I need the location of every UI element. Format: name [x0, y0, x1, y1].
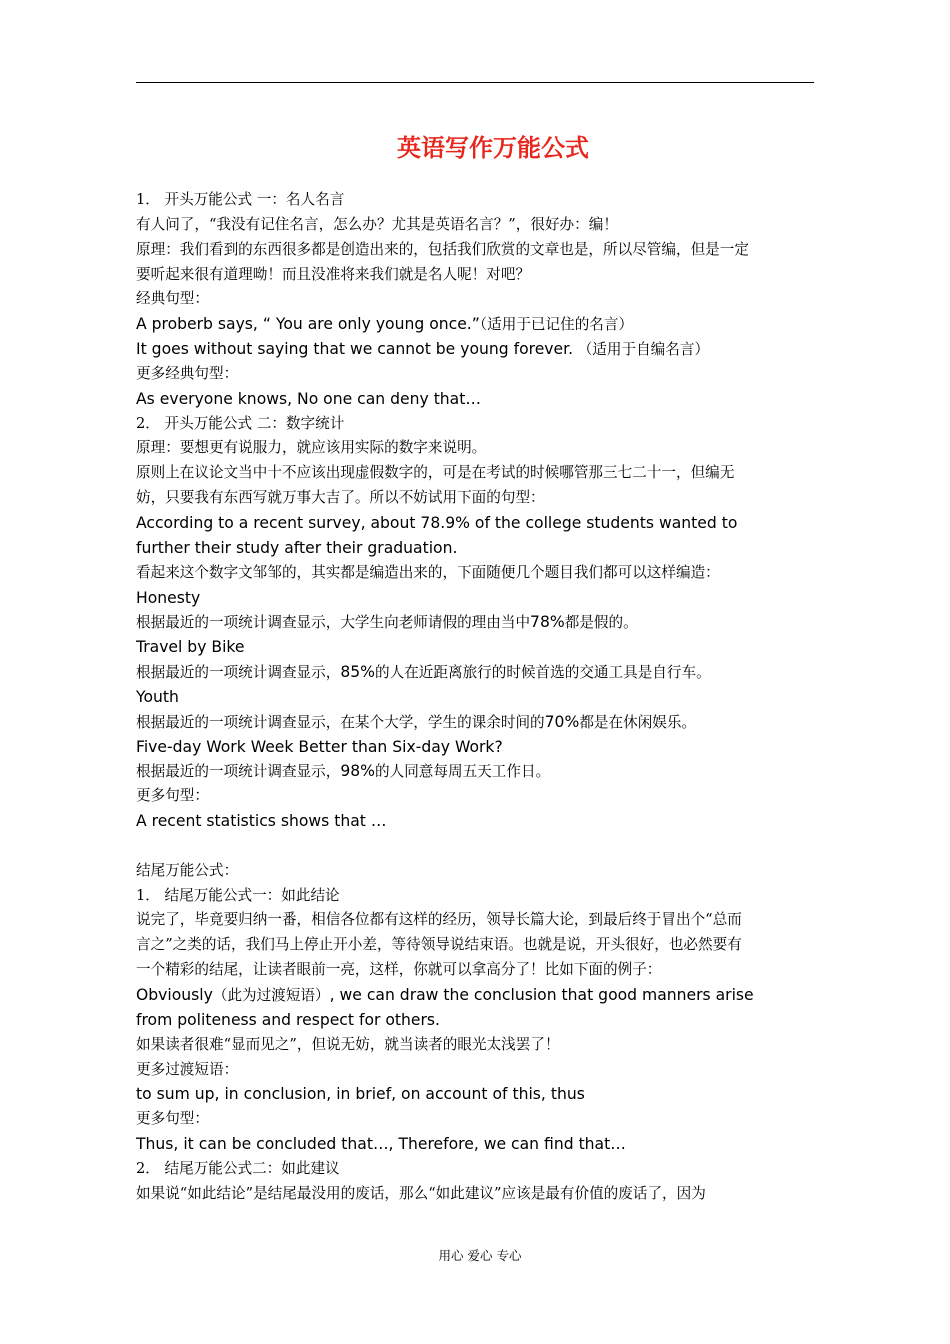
text-line: 一个精彩的结尾，让读者眼前一亮，这样，你就可以拿高分了！比如下面的例子： — [136, 961, 662, 979]
text-run: 78% — [530, 613, 565, 632]
text-line: Thus, it can be concluded that…, Therefore, we can find that… — [136, 1135, 626, 1154]
text-line: to sum up, in conclusion, in brief, on account of this, thus — [136, 1085, 585, 1104]
text-run: （适用于已记住的名言） — [479, 316, 634, 334]
text-run: 根据最近的一项统计调查显示，大学生向老师请假的理由当中 — [136, 614, 531, 632]
text-line: 原理：要想更有说服力，就应该用实际的数字来说明。 — [136, 439, 487, 457]
text-run: 根据最近的一项统计调查显示， — [136, 664, 341, 682]
text-line: 原则上在议论文当中十不应该出现虚假数字的，可是在考试的时候哪管那三七二十一，但编无 — [136, 464, 735, 482]
text-line: 有人问了，“我没有记住名言，怎么办？尤其是英语名言？”，很好办：编！ — [136, 215, 618, 233]
text-line — [136, 312, 816, 337]
text-line: 更多句型： — [136, 787, 209, 805]
text-run: 70% — [544, 712, 580, 731]
text-run: A proberb says, “ You are only young once.” — [136, 315, 480, 334]
text-line: 言之”之类的话，我们马上停止开小差，等待领导说结束语。也就是说，开头很好，也必然要有 — [136, 936, 742, 954]
text-line: 说完了，毕竟要归纳一番，相信各位都有这样的经历，领导长篇大论，到最后终于冒出个“总而 — [136, 911, 742, 929]
text-line — [136, 610, 816, 635]
text-line: 如果读者很难“显而见之”，但说无妨，就当读者的眼光太浅罢了！ — [136, 1035, 560, 1053]
text-line: 看起来这个数字文邹邹的，其实都是编造出来的，下面随便几个题目我们都可以这样编造： — [136, 563, 720, 581]
text-run: （适用于自编名言） — [573, 341, 710, 359]
text-line: Honesty — [136, 588, 201, 607]
header-rule — [136, 82, 814, 83]
text-line — [136, 710, 816, 735]
text-line: 2． 结尾万能公式二：如此建议 — [136, 1159, 340, 1177]
document-body — [136, 188, 816, 1207]
text-run: Obviously — [136, 986, 213, 1004]
text-line — [136, 759, 816, 784]
text-run: It goes without saying that we cannot be young forever. — [136, 340, 574, 359]
text-line: further their study after their graduation. — [136, 538, 458, 557]
text-line: 结尾万能公式： — [136, 861, 239, 879]
text-line: 经典句型： — [136, 290, 209, 308]
text-line: A recent statistics shows that … — [136, 812, 387, 831]
text-line: As everyone knows, No one can deny that… — [136, 389, 481, 408]
text-run: 98% — [340, 762, 375, 781]
text-run: （此为过渡短语） — [212, 987, 330, 1004]
text-line: 更多过渡短语： — [136, 1060, 239, 1078]
text-line: 1． 开头万能公式 一：名人名言 — [136, 191, 345, 208]
text-line: Travel by Bike — [136, 638, 245, 657]
text-run: 的人在近距离旅行的时候首选的交通工具是自行车。 — [375, 664, 711, 682]
text-line: Five-day Work Week Better than Six-day Work? — [136, 737, 503, 756]
text-line: 更多经典句型： — [136, 364, 239, 382]
text-line: from politeness and respect for others. — [136, 1010, 440, 1029]
text-line: Youth — [136, 687, 179, 706]
text-run: 都是假的。 — [564, 614, 638, 632]
text-line: 2． 开头万能公式 二：数字统计 — [136, 414, 345, 432]
text-run: 根据最近的一项统计调查显示，在某个大学，学生的课余时间的 — [136, 713, 545, 731]
text-line: 如果说“如此结论”是结尾最没用的废话，那么“如此建议”应该是最有价值的废话了，因为 — [136, 1184, 706, 1202]
text-run: 根据最近的一项统计调查显示， — [136, 763, 341, 781]
text-run: 都是在休闲娱乐。 — [579, 713, 697, 731]
text-line: 1． 结尾万能公式一：如此结论 — [136, 886, 340, 904]
text-line: According to a recent survey, about 78.9% of the college students wanted to — [136, 513, 738, 532]
text-run: 85% — [340, 663, 375, 682]
page-title: 英语写作万能公式 — [397, 134, 589, 162]
text-run: , we can draw the conclusion that good manners arise — [329, 986, 754, 1004]
text-line: 妨，只要我有东西写就万事大吉了。所以不妨试用下面的句型： — [136, 489, 545, 507]
text-line — [136, 337, 816, 362]
text-line: 更多句型： — [136, 1110, 209, 1128]
text-line — [136, 983, 816, 1008]
blank-line — [136, 834, 816, 859]
text-line: 要听起来很有道理呦！而且没准将来我们就是名人呢！对吧？ — [136, 265, 531, 283]
text-line: 原理：我们看到的东西很多都是创造出来的，包括我们欣赏的文章也是，所以尽管编，但是一定 — [136, 240, 749, 258]
text-line — [136, 660, 816, 685]
text-run: 的人同意每周五天工作日。 — [375, 763, 551, 781]
page-footer: 用心 爱心 专心 — [438, 1248, 522, 1263]
